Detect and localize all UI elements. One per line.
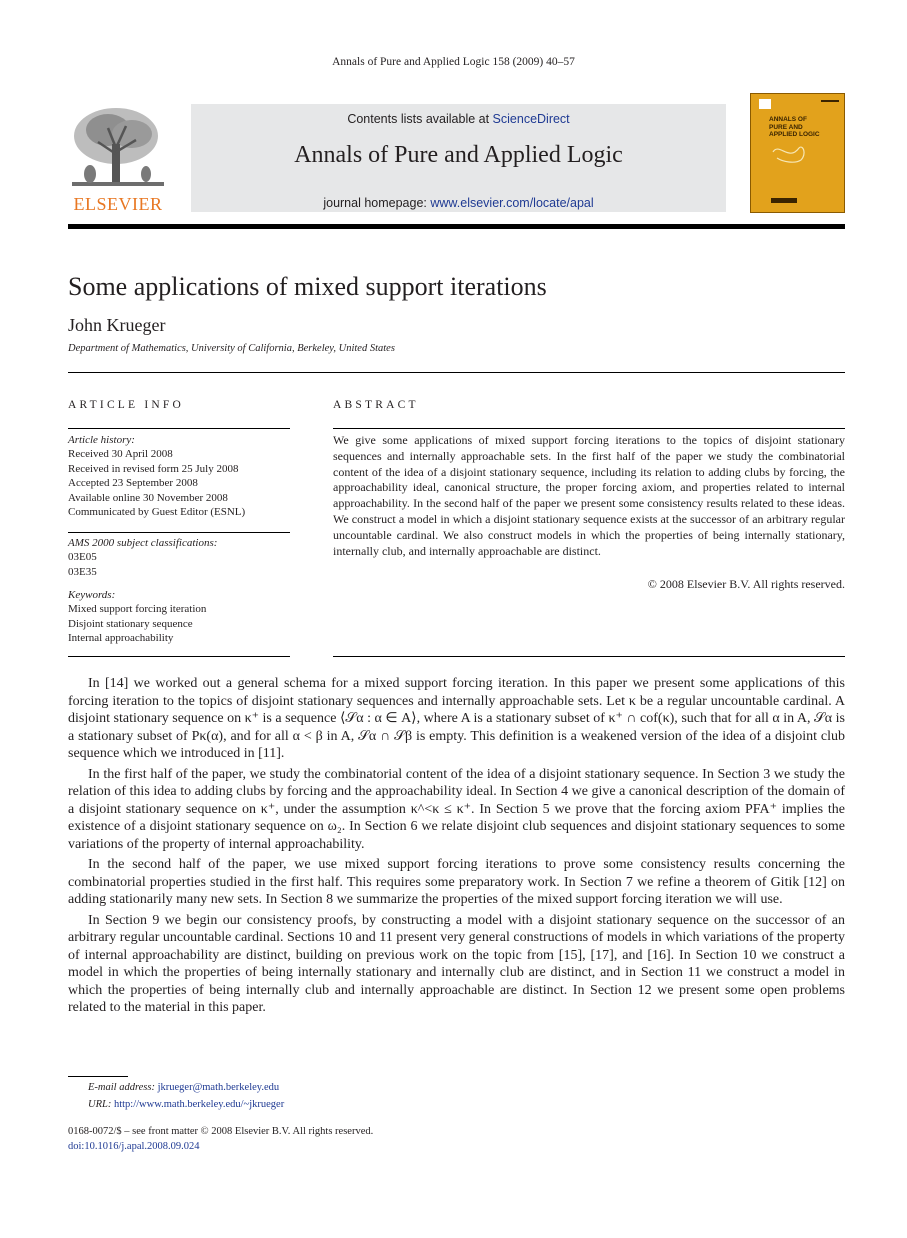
history-item: Available online 30 November 2008 xyxy=(68,491,228,504)
homepage-line xyxy=(191,196,726,210)
issn-line: 0168-0072/$ – see front matter © 2008 Elsevier B.V. All rights reserved. xyxy=(68,1126,374,1137)
ams-label: AMS 2000 subject classifications: xyxy=(68,537,218,549)
article-history xyxy=(68,433,290,519)
email-label: E-mail address: xyxy=(88,1082,158,1093)
email-link[interactable]: jkrueger@math.berkeley.edu xyxy=(157,1082,280,1093)
keyword-item: Mixed support forcing iteration xyxy=(68,603,207,616)
history-item: Received 30 April 2008 xyxy=(68,448,173,461)
abstract-text: We give some applications of mixed support forcing iterations to the topics of disjoint stationary sequences and internally approachable sets. In the first half of the paper we study the combinatorial content of the idea of a disjoint stationary sequence, including its relation to adding clubs by forcing, the approachability ideal, canonical structure, the proper forcing axiom, and properties related to internal approachability. In the second half of the paper we present some consistency results related to these ideas. We construct a model in which a disjoint stationary sequence exists at the successor of an arbitrary regular uncountable cardinal. We also construct models in which the properties of being internally stationary, internally club, and internally approachable are distinct. xyxy=(333,433,845,558)
author-name: John Krueger xyxy=(68,315,166,335)
homepage-prefix: journal homepage: xyxy=(323,196,431,210)
url-link[interactable]: http://www.math.berkeley.edu/~jkrueger xyxy=(113,1099,285,1110)
journal-title: Annals of Pure and Applied Logic xyxy=(294,142,623,168)
contents-prefix: Contents lists available at xyxy=(347,112,493,126)
url-footnote xyxy=(88,1099,284,1110)
running-head: Annals of Pure and Applied Logic 158 (2009) 40–57 xyxy=(332,56,575,68)
ams-code: 03E05 xyxy=(68,551,97,564)
ams-code: 03E35 xyxy=(68,565,97,578)
homepage-link[interactable]: www.elsevier.com/locate/apal xyxy=(430,196,594,210)
cover-title-line: ANNALS OF xyxy=(769,116,807,123)
info-rule xyxy=(68,532,290,533)
header-rule xyxy=(68,224,845,229)
elsevier-tree-icon xyxy=(68,104,168,192)
author-affiliation: Department of Mathematics, University of California, Berkeley, United States xyxy=(68,343,395,354)
article-info xyxy=(68,433,290,519)
cover-title-line: APPLIED LOGIC xyxy=(769,131,820,138)
footnote-rule xyxy=(68,1076,128,1077)
history-item: Communicated by Guest Editor (ESNL) xyxy=(68,506,246,519)
title-divider xyxy=(68,372,845,373)
history-item: Received in revised form 25 July 2008 xyxy=(68,462,239,475)
body-paragraph: In the first half of the paper, we study the combinatorial content of the idea of a disjoint stationary sequence. In Section 3 we study the relation of this idea to adding clubs by forcing and the approachability ideal. In Section 4 we give a canonical description of the domain of a disjoint stationary sequence on κ⁺, under the assumption κ^<κ ≤ κ⁺. In Section 5 we prove that the forcing axiom PFA⁺ implies the existence of a disjoint stationary sequence on ω₂. In Section 6 we relate disjoint club sequences and disjoint stationary sequences to some variations of the property of internal approachability. xyxy=(68,766,845,852)
cover-stripe xyxy=(821,100,839,102)
introduction xyxy=(68,675,845,1020)
keyword-item: Disjoint stationary sequence xyxy=(68,617,193,630)
info-rule xyxy=(68,428,290,429)
keywords xyxy=(68,588,290,646)
journal-banner xyxy=(191,104,726,212)
article-info-heading: ARTICLE INFO xyxy=(68,399,184,411)
contents-line xyxy=(191,112,726,126)
keywords-label: Keywords: xyxy=(68,589,116,601)
paper-title: Some applications of mixed support iterations xyxy=(68,272,547,301)
body-paragraph: In [14] we worked out a general schema for a mixed support forcing iteration. In this paper we present some applications of this forcing iteration to the topics of disjoint stationary sequences and internally approachable sets. Let κ be a regular uncountable cardinal. A disjoint stationary sequence on κ⁺ is a sequence ⟨𝒮α : α ∈ A⟩, where A is a stationary subset of κ⁺ ∩ cof(κ), such that for all α in A, 𝒮α is a stationary subset of Pκ(α), and for all α < β in A, 𝒮α ∩ 𝒮β is empty. This definition is a weakened version of the idea of a disjoint club sequence which we introduced in [11]. xyxy=(68,676,845,761)
copyright-notice: © 2008 Elsevier B.V. All rights reserved. xyxy=(647,577,845,591)
cover-logo-icon xyxy=(759,99,771,109)
abstract-rule xyxy=(333,428,845,429)
history-label: Article history: xyxy=(68,434,135,446)
cover-publisher-mark xyxy=(771,198,797,203)
abstract-heading: ABSTRACT xyxy=(333,399,419,411)
elsevier-wordmark: ELSEVIER xyxy=(73,194,163,214)
journal-cover xyxy=(750,93,845,213)
keyword-item: Internal approachability xyxy=(68,632,174,645)
ams-classifications xyxy=(68,536,290,579)
body-paragraph: In the second half of the paper, we use mixed support forcing iterations to prove some consistency results concerning the combinatorial properties studied in the first half. This requires some preparatory work. In Section 7 we refine a theorem of Gitik [12] on adding stationarily many new sets. In Section 8 we summarize the properties of the mixed support forcing iteration we will use. xyxy=(68,857,845,907)
history-item: Accepted 23 September 2008 xyxy=(68,477,198,490)
info-rule xyxy=(68,656,290,657)
sciencedirect-link[interactable]: ScienceDirect xyxy=(492,112,570,126)
cover-title-line: PURE AND xyxy=(769,123,803,131)
cover-ornament-icon xyxy=(769,140,809,166)
elsevier-logo xyxy=(68,104,168,216)
body-paragraph: In Section 9 we begin our consistency proofs, by constructing a model with a disjoint stationary sequence on the successor of an arbitrary regular uncountable cardinal. Sections 10 and 11 present very general constructions of models in which variations of the property of internal approachability are distinct, building on previous work on the topic from [15], [17], and [16]. In Section 10 we construct a model in which the properties of being internally stationary and internally club are distinct, and in Section 11 we construct a model in which the properties of being internally club and internally approachable are distinct. In Section 12 we present some open problems related to the material in this paper. xyxy=(68,912,845,1015)
cover-title xyxy=(769,116,820,139)
doi-link[interactable]: doi:10.1016/j.apal.2008.09.024 xyxy=(68,1141,200,1152)
email-footnote xyxy=(88,1082,279,1093)
url-label: URL: xyxy=(88,1099,114,1110)
abstract-rule xyxy=(333,656,845,657)
